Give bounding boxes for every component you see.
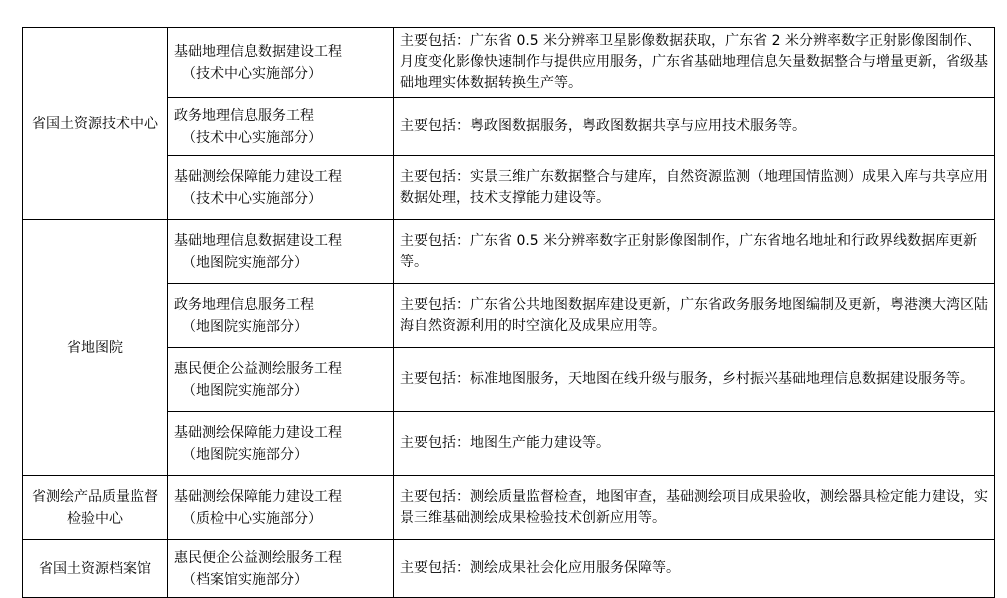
- project-name: 基础测绘保障能力建设工程: [174, 488, 342, 505]
- table-row: [23, 220, 995, 284]
- project-cell: [168, 156, 394, 220]
- table-row: [23, 28, 995, 98]
- project-cell: [168, 220, 394, 284]
- project-cell: [168, 28, 394, 98]
- project-name: 基础测绘保障能力建设工程: [174, 168, 342, 185]
- project-cell: [168, 284, 394, 348]
- project-name: 政务地理信息服务工程: [174, 107, 314, 124]
- table-row: [23, 98, 995, 156]
- content-cell: 主要包括：广东省公共地图数据库建设更新，广东省政务服务地图编制及更新，粤港澳大湾区陆海自然资源利用的时空演化及成果应用等。: [394, 284, 995, 348]
- project-name: 惠民便企公益测绘服务工程: [174, 360, 342, 377]
- implementer-label: （技术中心实施部分）: [182, 129, 322, 146]
- table-row: [23, 540, 995, 598]
- project-name: 基础地理信息数据建设工程: [174, 232, 342, 249]
- project-cell: [168, 348, 394, 412]
- implementer-label: （地图院实施部分）: [182, 318, 308, 335]
- org-name-cell: 省国土资源技术中心: [23, 28, 168, 220]
- org-name-cell: 省地图院: [23, 220, 168, 476]
- table-row: [23, 348, 995, 412]
- project-allocation-table: [22, 27, 995, 598]
- implementer-label: （档案馆实施部分）: [182, 571, 308, 588]
- implementer-label: （技术中心实施部分）: [182, 65, 322, 82]
- project-cell: [168, 476, 394, 540]
- content-cell: 主要包括：实景三维广东数据整合与建库，自然资源监测（地理国情监测）成果入库与共享应用数据处理，技术支撑能力建设等。: [394, 156, 995, 220]
- project-cell: [168, 540, 394, 598]
- project-cell: [168, 98, 394, 156]
- implementer-label: （地图院实施部分）: [182, 382, 308, 399]
- project-name: 政务地理信息服务工程: [174, 296, 314, 313]
- content-cell: 主要包括：地图生产能力建设等。: [394, 412, 995, 476]
- project-name: 基础测绘保障能力建设工程: [174, 424, 342, 441]
- implementer-label: （质检中心实施部分）: [182, 510, 322, 527]
- content-cell: 主要包括：测绘质量监督检查，地图审查，基础测绘项目成果验收，测绘器具检定能力建设，实景三维基础测绘成果检验技术创新应用等。: [394, 476, 995, 540]
- table-row: [23, 412, 995, 476]
- table-row: [23, 156, 995, 220]
- project-name: 惠民便企公益测绘服务工程: [174, 549, 342, 566]
- org-name-cell: 省国土资源档案馆: [23, 540, 168, 598]
- content-cell: 主要包括：广东省 0.5 米分辨率卫星影像数据获取，广东省 2 米分辨率数字正射影像图制作、月度变化影像快速制作与提供应用服务，广东省基础地理信息矢量数据整合与增量更新，省级基础地理实体数据转换生产等。: [394, 28, 995, 98]
- content-cell: 主要包括：粤政图数据服务，粤政图数据共享与应用技术服务等。: [394, 98, 995, 156]
- implementer-label: （技术中心实施部分）: [182, 190, 322, 207]
- implementer-label: （地图院实施部分）: [182, 254, 308, 271]
- org-name-cell: 省测绘产品质量监督检验中心: [23, 476, 168, 540]
- content-cell: 主要包括：标准地图服务，天地图在线升级与服务，乡村振兴基础地理信息数据建设服务等。: [394, 348, 995, 412]
- implementer-label: （地图院实施部分）: [182, 446, 308, 463]
- project-cell: [168, 412, 394, 476]
- content-cell: 主要包括：测绘成果社会化应用服务保障等。: [394, 540, 995, 598]
- table-row: [23, 284, 995, 348]
- table-row: [23, 476, 995, 540]
- project-name: 基础地理信息数据建设工程: [174, 43, 342, 60]
- content-cell: 主要包括：广东省 0.5 米分辨率数字正射影像图制作，广东省地名地址和行政界线数据库更新等。: [394, 220, 995, 284]
